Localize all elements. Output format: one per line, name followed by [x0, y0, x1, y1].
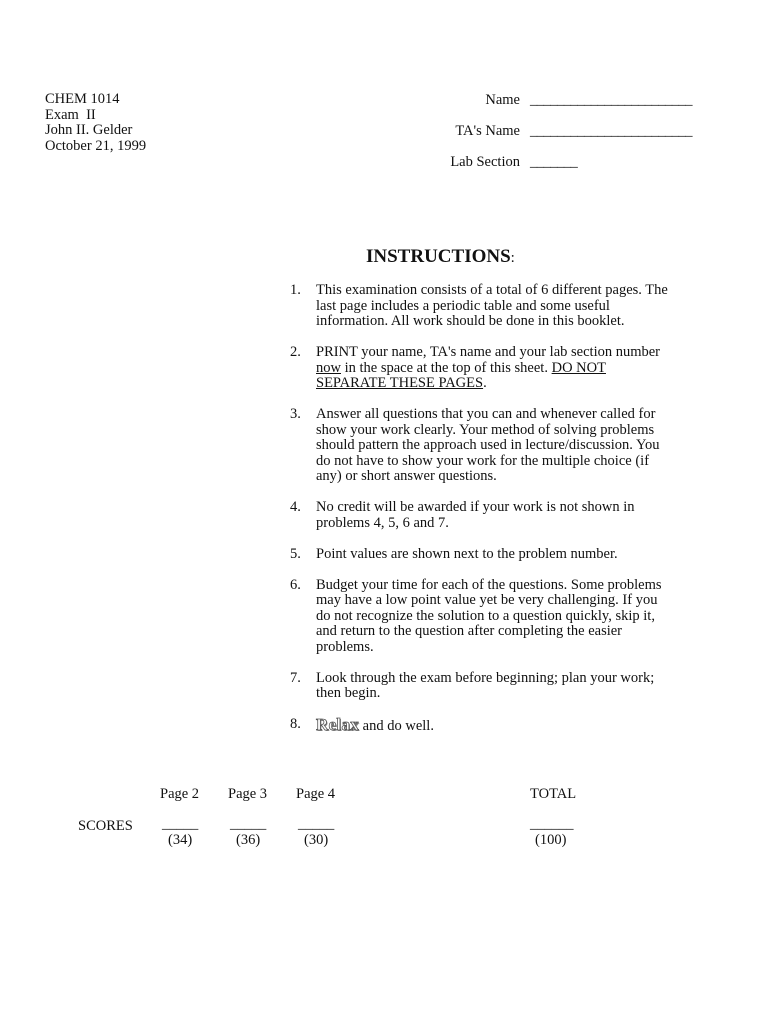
exam-date: October 21, 1999	[45, 137, 147, 154]
list-item: 4. No credit will be awarded if your work is not shown in problems 4, 5, 6 and 7.	[290, 499, 635, 531]
score-max-page-2: (34)	[168, 832, 193, 848]
score-field-total[interactable]: ______	[530, 816, 574, 832]
list-item: 7. Look through the exam before beginning; plan your work; then begin.	[290, 669, 655, 701]
lab-section-field[interactable]: _______	[530, 154, 578, 170]
exam-number: Exam II	[45, 106, 96, 123]
score-max-total: (100)	[535, 832, 567, 848]
score-field-page-4[interactable]: _____	[298, 816, 335, 832]
course-code: CHEM 1014	[45, 91, 120, 107]
list-item: 3. Answer all questions that you can and whenever called for show your work clearly. Your method of solving problems should pattern the approach used in lecture/discussion. You do not have to show your work for the multiple choice (if any) or short answer questions.	[290, 406, 660, 484]
score-header-page-2: Page 2	[160, 786, 200, 802]
score-header-page-3: Page 3	[228, 786, 268, 802]
ta-name-field[interactable]: ________________________	[530, 123, 692, 139]
list-item: 2. PRINT your name, TA's name and your lab section number now in the space at the top of this sheet. DO NOT SEPARATE THESE PAGES.	[290, 344, 661, 391]
list-item: 5. Point values are shown next to the problem number.	[290, 545, 618, 562]
name-label: Name	[485, 92, 520, 108]
score-max-page-3: (36)	[236, 832, 261, 848]
score-field-page-3[interactable]: _____	[230, 816, 267, 832]
relax-word: Relax	[316, 715, 360, 734]
score-max-page-4: (30)	[304, 832, 329, 848]
list-item: 8. Relax and do well.	[290, 715, 434, 734]
list-item: 6. Budget your time for each of the questions. Some problems may have a low point value yet be very challenging. If you do not recognize the solution to a question quickly, skip it, and return to the question after completing the easier problems.	[290, 576, 662, 655]
lab-section-label: Lab Section	[450, 154, 520, 170]
instructor-name: John II. Gelder	[45, 122, 133, 138]
name-field[interactable]: ________________________	[530, 92, 692, 108]
instructions-heading: INSTRUCTIONS:	[366, 246, 515, 267]
score-header-page-4: Page 4	[296, 786, 336, 802]
score-field-page-2[interactable]: _____	[162, 816, 199, 832]
score-header-total: TOTAL	[530, 786, 577, 802]
scores-label: SCORES	[78, 818, 133, 834]
ta-name-label: TA's Name	[455, 123, 520, 139]
course-info	[45, 92, 146, 154]
list-item: 1. This examination consists of a total of 6 different pages. The last page includes a periodic table and some useful information. All work should be done in this booklet.	[290, 282, 668, 329]
instructions-list	[290, 283, 670, 750]
